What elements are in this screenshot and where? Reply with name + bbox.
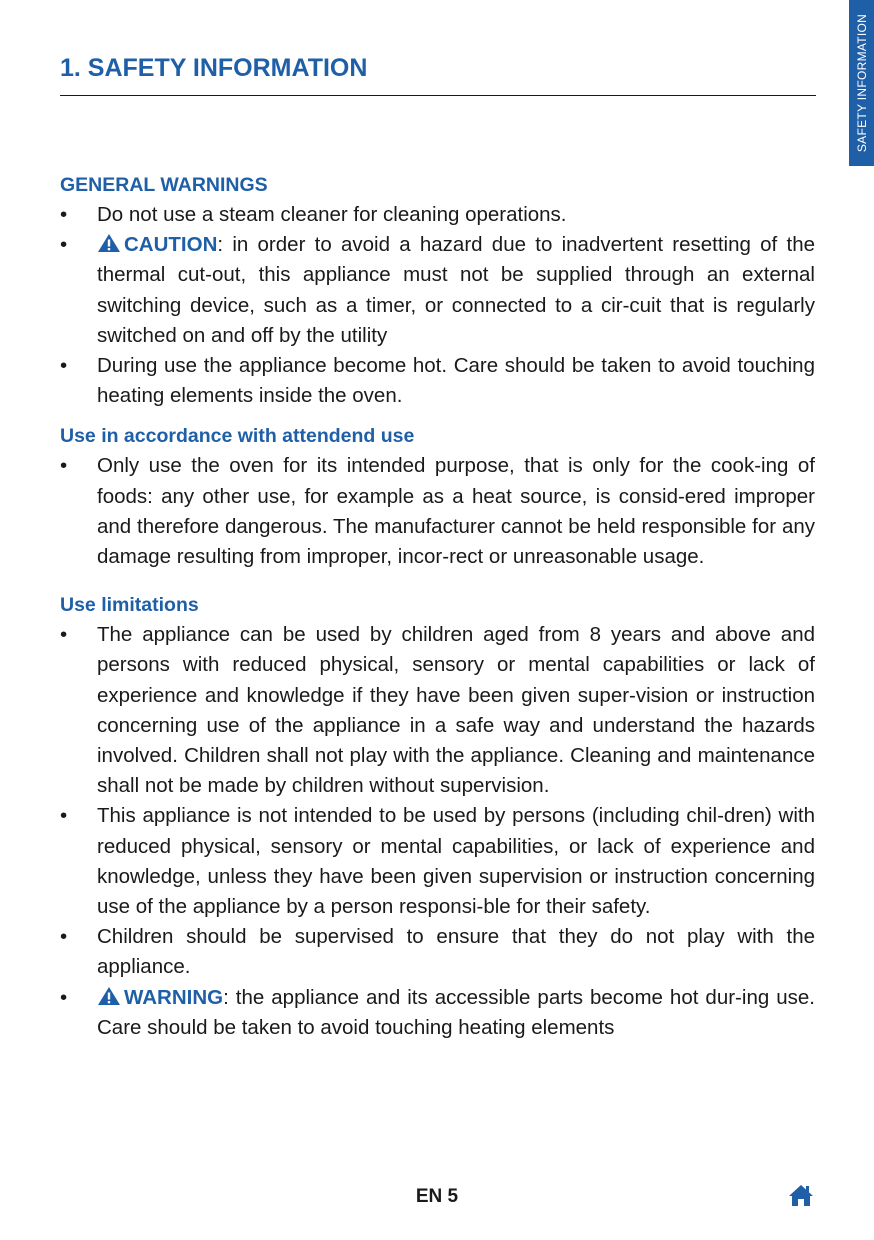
page-title: 1. SAFETY INFORMATION [60,54,368,82]
use-limitations-list [60,620,815,1043]
warning-label: WARNING [124,985,224,1009]
list-item [60,620,815,801]
warning-triangle-icon [97,986,121,1006]
bullet: • [60,925,68,949]
general-warnings-list [60,200,815,411]
section-heading-use-limitations: Use limitations [60,594,199,617]
list-item [60,451,815,572]
item-text: The appliance can be used by children aged from 8 years and above and persons with reduced physical, sensory or mental capabilities or lack of experience and knowledge if they have been given super-vision or instruction concerning use of the appliance in a safe way and understand the hazards involved. Children shall not play with the appliance. Cleaning and maintenance shall not be made by children without supervision. [97,623,815,798]
section-heading-intended-use: Use in accordance with attendend use [60,425,415,448]
item-text: Only use the oven for its intended purpose, that is only for the cook-ing of foods: any other use, for example as a heat source, is consid-ered improper and therefore dangerous. The manufacturer cannot be held responsible for any damage resulting from improper, incor-rect or unreasonable usage. [97,454,815,569]
item-text: : in order to avoid a hazard due to inadvertent resetting of the thermal cut-out, this appliance must not be supplied through an external switching device, such as a timer, or connected to a cir-cuit that is regularly switched on and off by the utility [97,233,815,347]
bullet: • [60,623,68,647]
section-heading-general-warnings: GENERAL WARNINGS [60,174,268,196]
item-text: This appliance is not intended to be used by persons (including chil-dren) with reduced physical, sensory or mental capabilities, or lack of experience and knowledge, unless they have been given supervision or instruction concerning use of the appliance by a person responsi-ble for their safety. [97,804,815,919]
list-item [60,230,815,351]
intended-use-list [60,451,815,572]
list-item [60,801,815,922]
bullet: • [60,985,68,1009]
warning-triangle-icon [97,233,121,253]
bullet: • [60,354,68,378]
side-tab [849,0,874,166]
side-tab-label: SAFETY INFORMATION [854,13,869,153]
caution-label: CAUTION [124,233,218,257]
title-divider [60,95,816,96]
bullet: • [60,203,68,226]
page-content [60,170,815,1043]
list-item [60,351,815,411]
page-number: EN 5 [415,1186,459,1207]
item-text: Children should be supervised to ensure that they do not play with the appliance. [97,925,815,979]
item-text: During use the appliance become hot. Care should be taken to avoid touching heating elements inside the oven. [97,354,815,408]
list-item [60,200,815,230]
list-item [60,922,815,982]
bullet: • [60,804,68,828]
list-item [60,983,815,1043]
bullet: • [60,233,68,257]
item-text: Do not use a steam cleaner for cleaning operations. [97,203,567,226]
home-icon[interactable] [788,1184,814,1208]
item-text: : the appliance and its accessible parts become hot dur-ing use. Care should be taken to avoid touching heating elements [97,985,815,1039]
bullet: • [60,454,68,478]
